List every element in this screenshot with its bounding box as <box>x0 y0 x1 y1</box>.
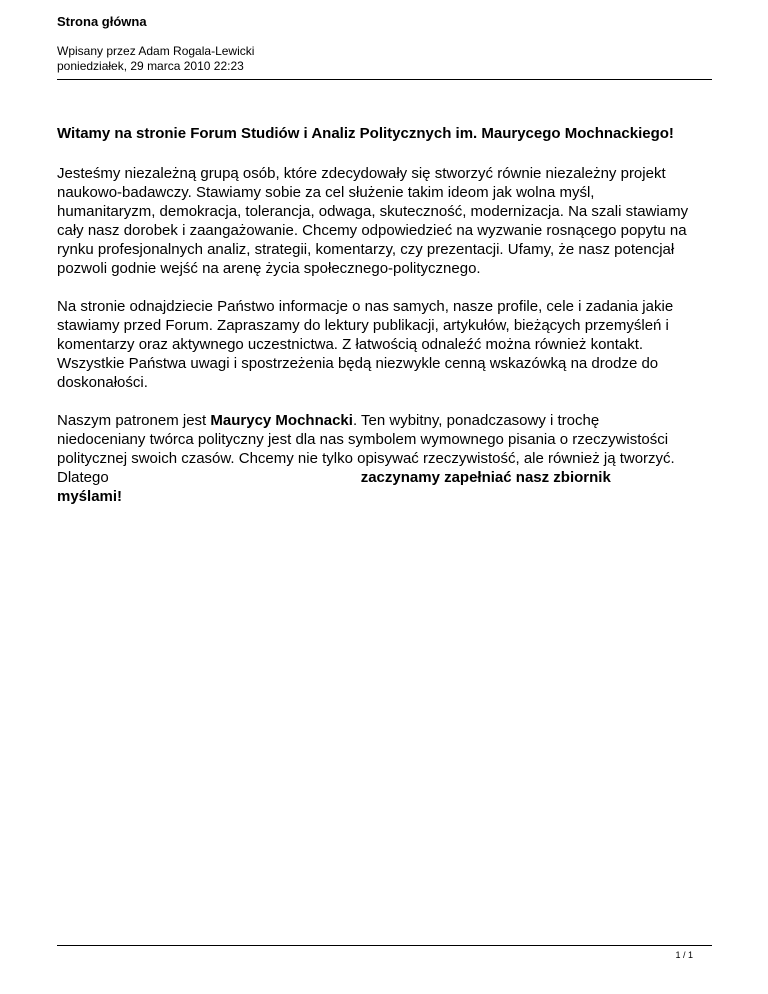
paragraph-line: niedoceniany twórca polityczny jest dla nas symbolem wymownego pisania o rzeczywistości <box>57 431 669 448</box>
article-heading: Witamy na stronie Forum Studiów i Analiz Politycznych im. Maurycego Mochnackiego! <box>57 125 674 142</box>
paragraph-patron <box>57 411 717 506</box>
author-line: Wpisany przez Adam Rogala-Lewicki <box>57 44 255 58</box>
text-run: Naszym patronem jest <box>57 412 211 429</box>
closing-emphasis-end: myślami! <box>57 488 123 505</box>
paragraph-intro <box>57 164 717 278</box>
footer-divider <box>57 945 712 946</box>
paragraph-line: doskonałości. <box>57 374 148 391</box>
paragraph-site-info <box>57 297 717 392</box>
page-number: 1 / 1 <box>675 950 693 960</box>
closing-emphasis: zaczynamy zapełniać nasz zbiornik <box>360 469 611 486</box>
paragraph-line: stawiamy przed Forum. Zapraszamy do lektury publikacji, artykułów, bieżących przemyśleń i <box>57 317 669 334</box>
paragraph-line: pozwoli godnie wejść na arenę życia społecznego-politycznego. <box>57 260 481 277</box>
header-divider <box>57 79 712 80</box>
paragraph-line: cały nasz dorobek i zaangażowanie. Chcemy odpowiedzieć na wyzwanie rosnącego popytu na <box>57 222 687 239</box>
paragraph-line: rynku profesjonalnych analiz, strategii, komentarzy, czy prezentacji. Ufamy, że nasz potencjał <box>57 241 675 258</box>
page-title: Strona główna <box>57 14 147 29</box>
text-run: . Ten wybitny, ponadczasowy i trochę <box>352 412 600 429</box>
paragraph-line <box>57 468 717 487</box>
paragraph-line: komentarzy oraz aktywnego uczestnictwa. Z łatwością odnaleźć można również kontakt. <box>57 336 644 353</box>
paragraph-line <box>57 411 717 430</box>
article-body <box>57 124 717 525</box>
date-line: poniedziałek, 29 marca 2010 22:23 <box>57 59 244 73</box>
paragraph-line: Jesteśmy niezależną grupą osób, które zdecydowały się stworzyć równie niezależny projekt <box>57 165 666 182</box>
paragraph-line: Na stronie odnajdziecie Państwo informacje o nas samych, nasze profile, cele i zadania jakie <box>57 298 674 315</box>
patron-name: Maurycy Mochnacki <box>210 412 353 429</box>
paragraph-line: humanitaryzm, demokracja, tolerancja, odwaga, skuteczność, modernizacja. Na szali stawiamy <box>57 203 689 220</box>
paragraph-line: naukowo-badawczy. Stawiamy sobie za cel służenie takim ideom jak wolna myśl, <box>57 184 595 201</box>
article-meta <box>57 44 254 74</box>
paragraph-line: politycznej swoich czasów. Chcemy nie tylko opisywać rzeczywistość, ale również ją tworzyć. <box>57 450 675 467</box>
text-run: Dlatego <box>57 469 109 486</box>
paragraph-line: Wszystkie Państwa uwagi i spostrzeżenia będą niezwykle cenną wskazówką na drodze do <box>57 355 659 372</box>
